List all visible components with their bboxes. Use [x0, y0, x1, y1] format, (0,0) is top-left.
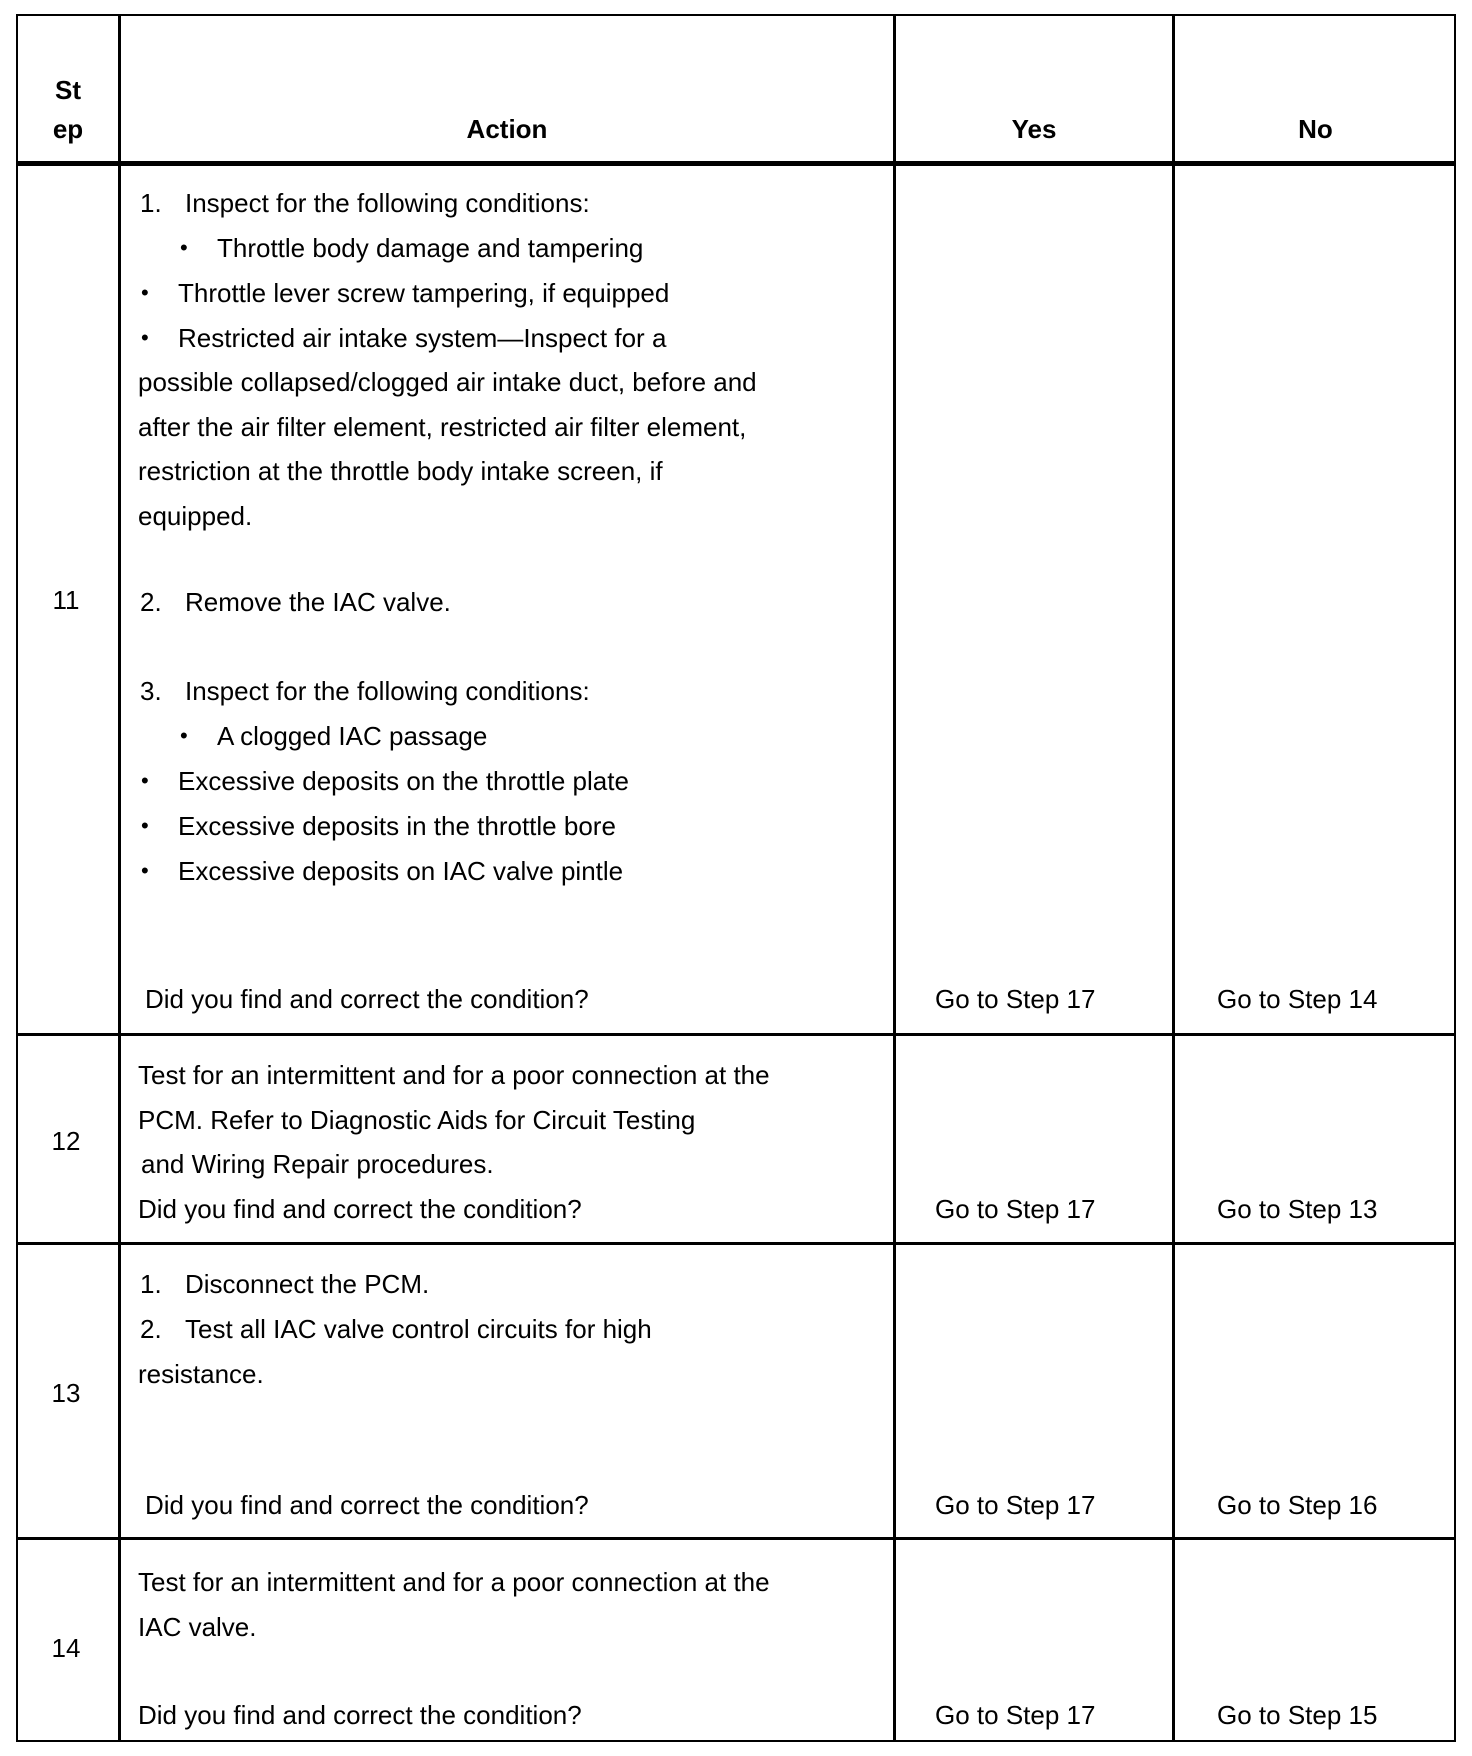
list-number: 1.	[140, 1269, 162, 1299]
question-text: Did you find and correct the condition?	[145, 1490, 589, 1520]
paragraph-line: after the air filter element, restricted air filter element,	[138, 412, 747, 442]
header-yes: Yes	[1011, 114, 1057, 144]
list-item: Inspect for the following conditions:	[185, 676, 590, 706]
bullet-icon: •	[180, 723, 188, 748]
list-item: Throttle body damage and tampering	[217, 233, 644, 263]
paragraph-line: resistance.	[138, 1359, 264, 1389]
yes-result: Go to Step 17	[935, 1194, 1096, 1224]
paragraph-line: PCM. Refer to Diagnostic Aids for Circuit Testing	[138, 1105, 696, 1135]
list-number: 3.	[140, 676, 162, 706]
list-item: Remove the IAC valve.	[185, 587, 451, 617]
list-item: Test all IAC valve control circuits for high	[185, 1314, 652, 1344]
bullet-icon: •	[180, 235, 188, 260]
question-text: Did you find and correct the condition?	[145, 984, 589, 1014]
bullet-icon: •	[141, 280, 149, 305]
paragraph-line: Test for an intermittent and for a poor connection at the	[138, 1567, 770, 1597]
question-text: Did you find and correct the condition?	[138, 1700, 582, 1730]
no-result: Go to Step 14	[1217, 984, 1378, 1014]
paragraph-line: restriction at the throttle body intake screen, if	[138, 456, 663, 486]
paragraph-line: and Wiring Repair procedures.	[141, 1149, 494, 1179]
list-item: Throttle lever screw tampering, if equipped	[178, 278, 670, 308]
list-item: Inspect for the following conditions:	[185, 188, 590, 218]
header-step-line1: St	[55, 75, 81, 105]
row-divider-11	[16, 1033, 1456, 1036]
list-item: Excessive deposits in the throttle bore	[178, 811, 616, 841]
list-number: 2.	[140, 1314, 162, 1344]
yes-result: Go to Step 17	[935, 984, 1096, 1014]
yes-result: Go to Step 17	[935, 1490, 1096, 1520]
column-divider-step	[118, 14, 121, 1742]
column-divider-yes	[1172, 14, 1175, 1742]
row-divider-13	[16, 1537, 1456, 1540]
row-divider-12	[16, 1242, 1456, 1245]
list-item: Restricted air intake system—Inspect for a	[178, 323, 667, 353]
bullet-icon: •	[141, 768, 149, 793]
header-action: Action	[466, 114, 548, 144]
paragraph-line: equipped.	[138, 501, 253, 531]
list-number: 2.	[140, 587, 162, 617]
list-item: Excessive deposits on IAC valve pintle	[178, 856, 624, 886]
paragraph-line: possible collapsed/clogged air intake duct, before and	[138, 367, 757, 397]
column-divider-action	[893, 14, 896, 1742]
step-number-14: 14	[51, 1633, 81, 1663]
no-result: Go to Step 15	[1217, 1700, 1378, 1730]
yes-result: Go to Step 17	[935, 1700, 1096, 1730]
paragraph-line: Test for an intermittent and for a poor connection at the	[138, 1060, 770, 1090]
header-no: No	[1298, 114, 1333, 144]
list-number: 1.	[140, 188, 162, 218]
step-number-13: 13	[51, 1378, 81, 1408]
header-step-line2: ep	[52, 114, 84, 144]
list-item: Disconnect the PCM.	[185, 1269, 430, 1299]
list-item: A clogged IAC passage	[217, 721, 488, 751]
bullet-icon: •	[141, 325, 149, 350]
header-divider	[16, 161, 1456, 166]
paragraph-line: IAC valve.	[138, 1612, 257, 1642]
step-number-12: 12	[51, 1126, 81, 1156]
bullet-icon: •	[141, 813, 149, 838]
bullet-icon: •	[141, 858, 149, 883]
step-number-11: 11	[52, 585, 80, 615]
question-text: Did you find and correct the condition?	[138, 1194, 582, 1224]
no-result: Go to Step 13	[1217, 1194, 1378, 1224]
list-item: Excessive deposits on the throttle plate	[178, 766, 629, 796]
no-result: Go to Step 16	[1217, 1490, 1378, 1520]
